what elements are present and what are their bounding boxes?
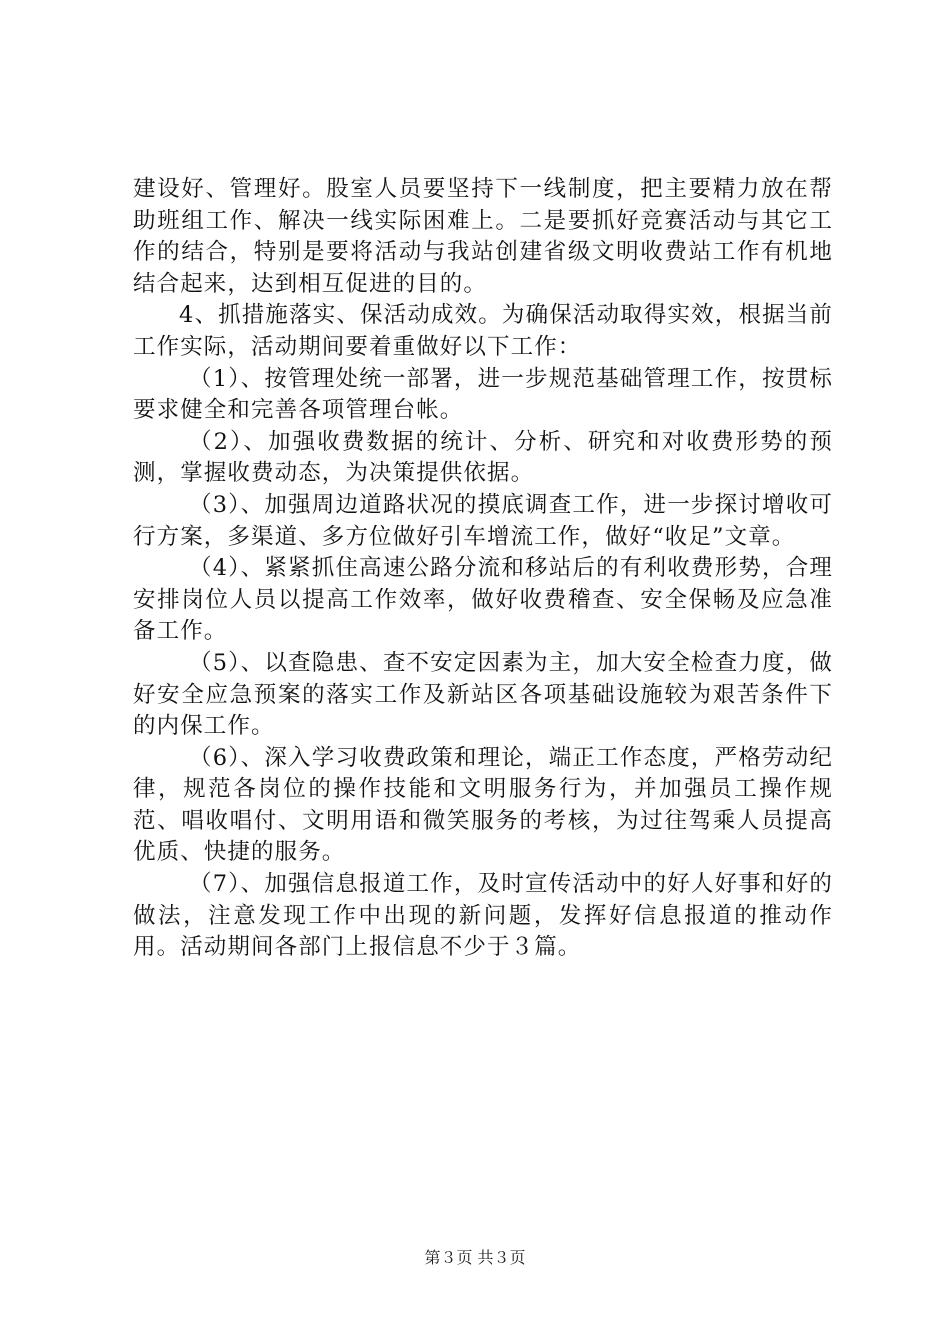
page-footer — [0, 1248, 950, 1268]
paragraph-item-2: （2）、加强收费数据的统计、分析、研究和对收费形势的预测，掌握收费动态，为决策提供依据。 — [133, 428, 833, 487]
paragraph-item-7: （7）、加强信息报道工作，及时宣传活动中的好人好事和好的做法，注意发现工作中出现的新问题，发挥好信息报道的推动作用。活动期间各部门上报信息不少于３篇。 — [133, 871, 833, 961]
paragraph-item-3: （3）、加强周边道路状况的摸底调查工作，进一步探讨增收可行方案，多渠道、多方位做好引车增流工作，做好“收足”文章。 — [133, 491, 833, 550]
paragraph-continuation: 建设好、管理好。股室人员要坚持下一线制度，把主要精力放在帮助班组工作、解决一线实际困难上。二是要抓好竞赛活动与其它工作的结合，特别是要将活动与我站创建省级文明收费站工作有机地结合起来，达到相互促进的目的。 — [133, 176, 833, 297]
paragraph-item-1: （1）、按管理处统一部署，进一步规范基础管理工作，按贯标要求健全和完善各项管理台帐。 — [133, 365, 833, 424]
paragraph-section-4: 4、抓措施落实、保活动成效。为确保活动取得实效，根据当前工作实际，活动期间要着重做好以下工作： — [133, 302, 833, 360]
paragraph-item-5: （5）、以查隐患、查不安定因素为主，加大安全检查力度，做好安全应急预案的落实工作及新站区各项基础设施较为艰苦条件下的内保工作。 — [133, 649, 833, 740]
paragraph-item-6: （6）、深入学习收费政策和理论，端正工作态度，严格劳动纪律，规范各岗位的操作技能和文明服务行为，并加强员工操作规范、唱收唱付、文明用语和微笑服务的考核，为过往驾乘人员提高优质、快捷的服务。 — [133, 744, 833, 866]
document-body — [133, 174, 833, 964]
paragraph-item-4: （4）、紧紧抓住高速公路分流和移站后的有利收费形势，合理安排岗位人员以提高工作效率，做好收费稽查、安全保畅及应急准备工作。 — [133, 555, 833, 645]
page-number-label: 第３页 共３页 — [424, 1248, 526, 1267]
